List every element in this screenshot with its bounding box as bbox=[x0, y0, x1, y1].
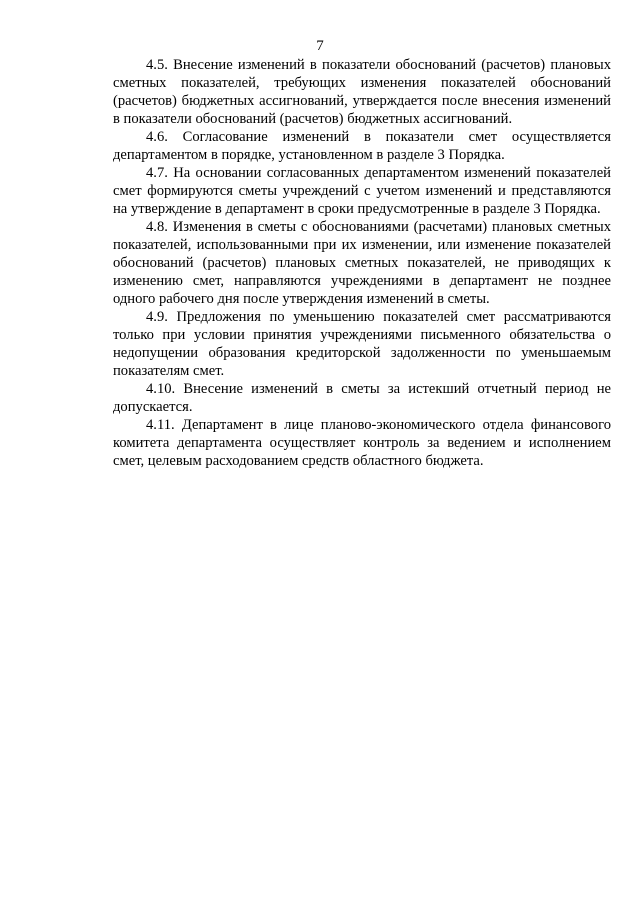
document-body bbox=[113, 56, 611, 470]
paragraph-4-5: 4.5. Внесение изменений в показатели обоснований (расчетов) плановых сметных показателей, требующих изменения показателей обоснований (расчетов) бюджетных ассигнований, утверждается после внесения изменений в показатели обоснований (расчетов) бюджетных ассигнований. bbox=[113, 57, 611, 127]
paragraph-4-11: 4.11. Департамент в лице планово-экономического отдела финансового комитета департамента осуществляет контроль за ведением и исполнением смет, целевым расходованием средств областного бюджета. bbox=[113, 417, 611, 469]
paragraph-4-6: 4.6. Согласование изменений в показатели смет осуществляется департаментом в порядке, установленном в разделе 3 Порядка. bbox=[113, 129, 611, 163]
paragraph-4-10: 4.10. Внесение изменений в сметы за истекший отчетный период не допускается. bbox=[113, 381, 611, 415]
page-number: 7 bbox=[316, 38, 324, 54]
paragraph-4-8: 4.8. Изменения в сметы с обоснованиями (расчетами) плановых сметных показателей, использованными при их изменении, или изменение показателей обоснований (расчетов) плановых сметных показателей, не приводящих к изменению смет, направляются учреждениями в департамент не позднее одного рабочего дня после утверждения изменений в сметы. bbox=[113, 219, 611, 307]
paragraph-4-9: 4.9. Предложения по уменьшению показателей смет рассматриваются только при условии принятия учреждениями письменного обязательства о недопущении образования кредиторской задолженности по уменьшаемым показателям смет. bbox=[113, 309, 611, 379]
paragraph-4-7: 4.7. На основании согласованных департаментом изменений показателей смет формируются сметы учреждений с учетом изменений и представляются на утверждение в департамент в сроки предусмотренные в разделе 3 Порядка. bbox=[113, 165, 611, 217]
